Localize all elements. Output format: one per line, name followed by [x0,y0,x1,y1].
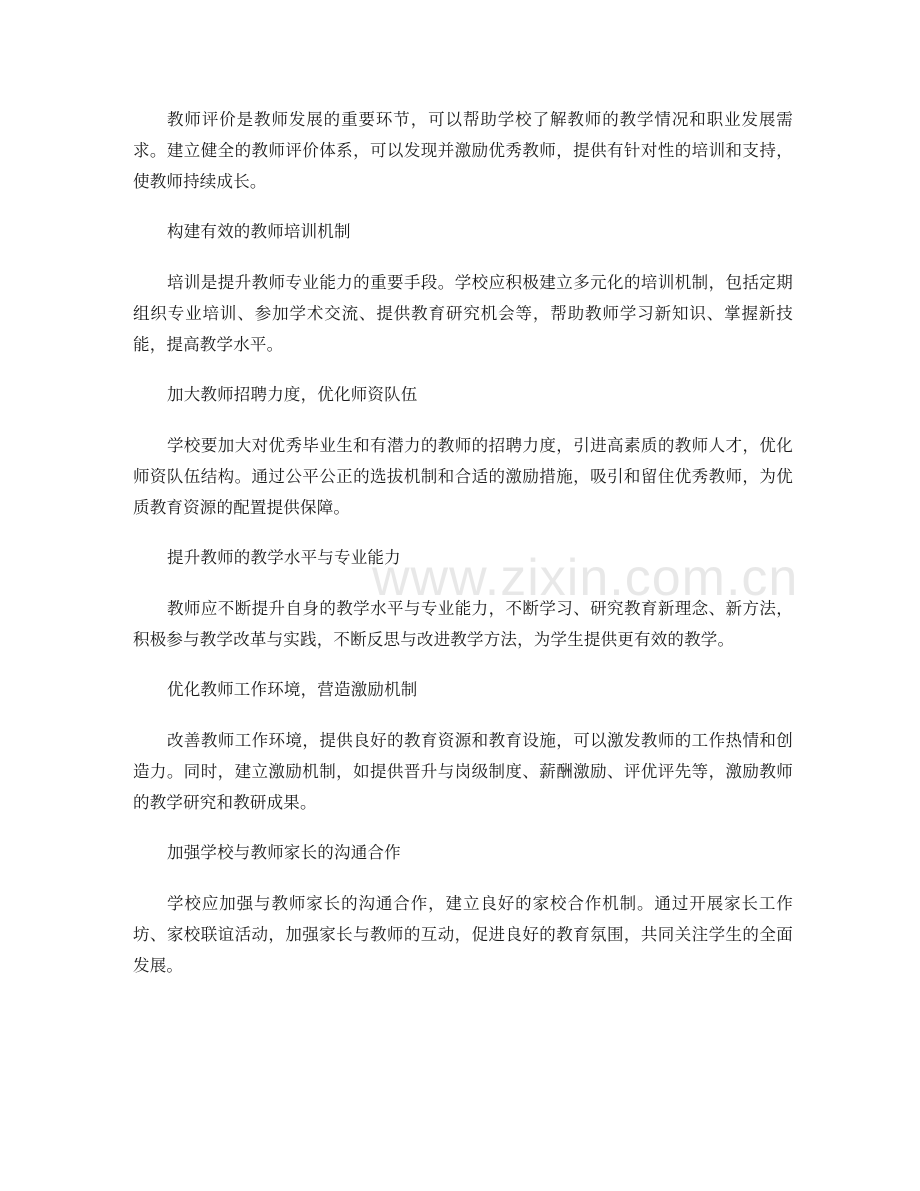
heading-training-mechanism: 构建有效的教师培训机制 [167,222,351,241]
heading-teaching-ability: 提升教师的教学水平与专业能力 [167,548,401,567]
heading-work-environment: 优化教师工作环境，营造激励机制 [167,680,418,699]
heading-parent-communication: 加强学校与教师家长的沟通合作 [167,843,401,862]
paragraph-teacher-evaluation: 教师评价是教师发展的重要环节，可以帮助学校了解教师的教学情况和职业发展需求。建立健全的教师评价体系，可以发现并激励优秀教师，提供有针对性的培训和支持，使教师持续成长。 [133,110,793,191]
paragraph-work-environment: 改善教师工作环境，提供良好的教育资源和教育设施，可以激发教师的工作热情和创造力。同时，建立激励机制，如提供晋升与岗级制度、薪酬激励、评优评先等，激励教师的教学研究和教研成果。 [133,731,793,812]
paragraph-parent-communication: 学校应加强与教师家长的沟通合作，建立良好的家校合作机制。通过开展家长工作坊、家校联谊活动，加强家长与教师的互动，促进良好的教育氛围，共同关注学生的全面发展。 [133,894,793,975]
document-body [133,104,793,981]
watermark: www.zixin.com.cn [372,549,799,607]
paragraph-training-mechanism: 培训是提升教师专业能力的重要手段。学校应积极建立多元化的培训机制，包括定期组织专业培训、参加学术交流、提供教育研究机会等，帮助教师学习新知识、掌握新技能，提高教学水平。 [133,273,793,354]
paragraph-recruitment: 学校要加大对优秀毕业生和有潜力的教师的招聘力度，引进高素质的教师人才，优化师资队伍结构。通过公平公正的选拔机制和合适的激励措施，吸引和留住优秀教师，为优质教育资源的配置提供保障。 [133,436,793,517]
paragraph-teaching-ability: 教师应不断提升自身的教学水平与专业能力，不断学习、研究教育新理念、新方法，积极参与教学改革与实践，不断反思与改进教学方法，为学生提供更有效的教学。 [133,599,793,649]
heading-recruitment: 加大教师招聘力度，优化师资队伍 [167,385,418,404]
